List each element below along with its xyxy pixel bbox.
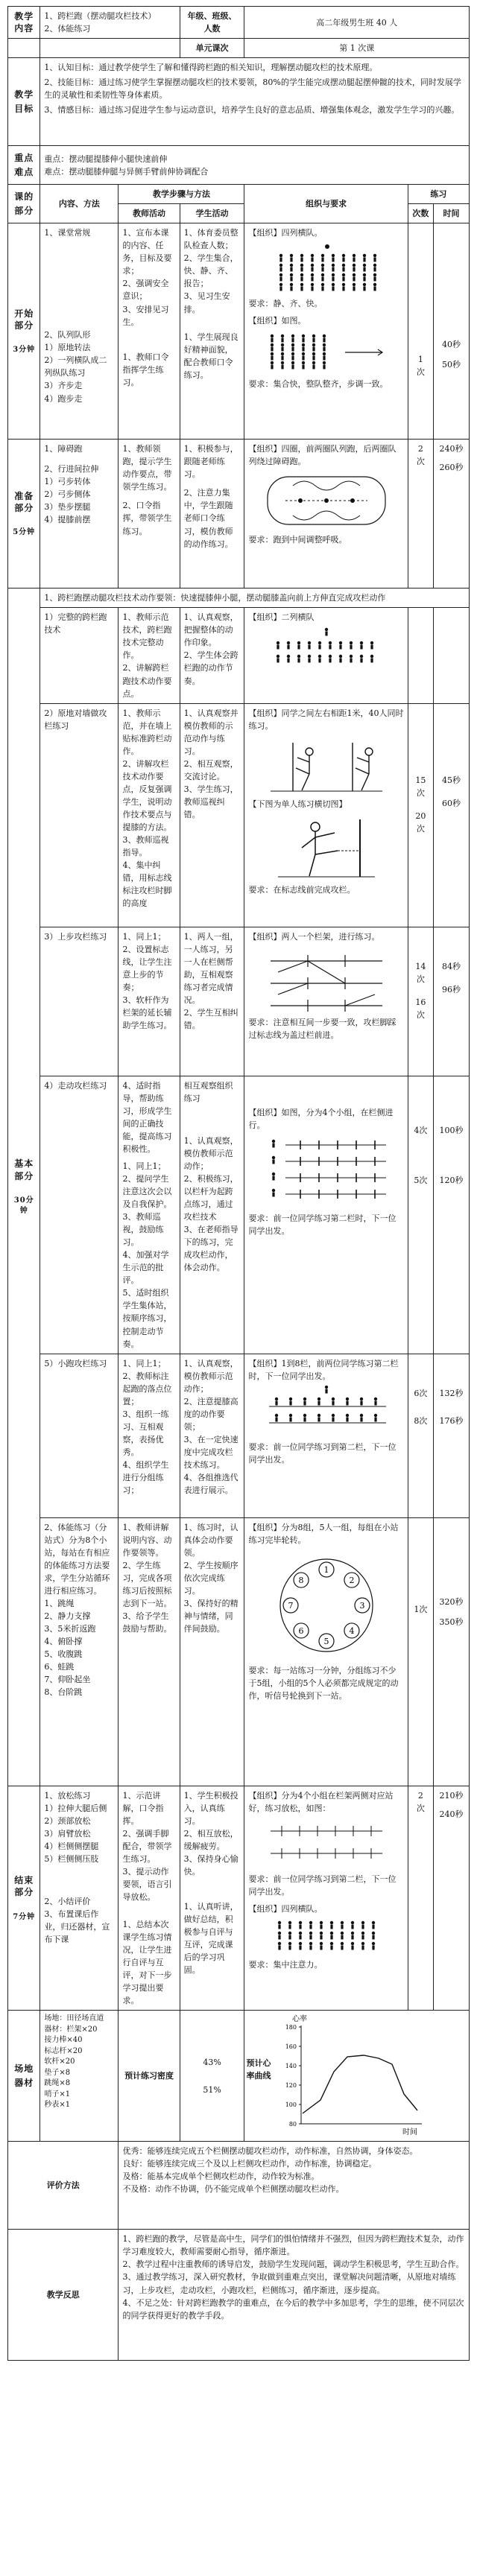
student-step: 1、认真观察并模仿教师的示范动作与练习。 [183,708,238,756]
teacher-step: 1、教师领跑，提示学生动作要点，带领学生练习。 [122,444,172,492]
end-rows-figure [263,1918,390,1955]
teacher-step: 3、组织一练习、互相观察，表扬优秀。 [122,1409,169,1457]
content-line: 2、行进间拉伸 [44,464,99,475]
times-value: 5次 [414,1175,428,1185]
org-req: 要求：每一站练习一分钟，分组练习不少于5组，小组的5个人必须都完成规定的动作，听信号轮换到下一站。 [248,1665,399,1701]
times-value: 次 [416,457,425,467]
teacher-step: 2、强调安全意识； [122,279,169,302]
student-step: 3、见习生安排。 [183,291,230,314]
content-line: 4）提膝前摆 [44,515,91,525]
duration-value: 210秒 [439,1790,464,1801]
hr-label: 预计心率曲线 [246,2058,271,2081]
unit-value: 第 1 次课 [244,39,470,58]
key-point: 重点：摆动腿提膝伸小腿快速前伸 [44,153,168,164]
times-value: 20次 [415,810,426,834]
content-line: 2、体能练习 [44,24,91,34]
station-item: 6、蛙跳 [44,1662,75,1672]
content-line: 2）原地对墙做攻栏练习 [40,703,119,927]
duration-value: 132秒 [439,1388,464,1398]
station-item: 4、俯卧撑 [44,1637,83,1647]
content-line: 2、体能练习（分站式）分为8个小站，每站在有相应的体能练习方法要求，学生分站循环进行相应练习。 [44,1522,110,1596]
label-unit: 单元课次 [180,39,244,58]
jog-drill-figure [263,1386,390,1438]
duration-value: 260秒 [439,463,464,473]
label-evaluation: 评价方法 [8,2142,119,2230]
head-practice: 练习 [408,185,469,204]
org-req: 要求：跑到中间调整呼吸。 [248,535,347,545]
content-line: 1、障碍跑 [44,444,83,454]
reflection-item: 2、教学过程中注重教师的诱导启发，鼓励学生发现问题，调动学生积极思考，学生互助合作。 [122,2259,464,2270]
station-circle-figure [263,1549,390,1661]
org-req: 要求：集中注意力。 [248,1959,323,1970]
content-line: 4）跑步走 [44,393,83,404]
content-line: 2、队列队形 [44,330,91,340]
student-step: 2、学生体会跨栏跑的动作节奏。 [183,650,238,686]
times-value: 15次 [415,775,426,798]
head-part: 课的部分 [8,185,40,223]
reflection-item: 4、不足之处：针对跨栏跑教学的重难点，在今后的教学中多加思考，学生的思维，使不同层次的同学获得更好的教学手段。 [122,2297,464,2320]
teacher-step: 3、安排见习生。 [122,304,169,327]
relax-figure [263,1818,390,1870]
org-title: 【组织】四圈，前两圈队列跑，后两圈队列绕过障碍跑。 [248,444,397,467]
teacher-step: 4、加强对学生示范的批评。 [122,1250,169,1286]
hr-tick-label: 180 [285,2024,297,2031]
student-step: 1、认真听讲，做好总结，积极参与自评与互评，完成课后的学习巩固。 [183,1901,238,1976]
hr-x-label: 时间 [402,2128,418,2137]
station-item: 5、收腹跳 [44,1649,83,1660]
duration-value: 320秒 [439,1596,464,1607]
label-reflection: 教学反思 [8,2230,119,2361]
org-title: 【组织】分为8组，5人一组，每组在小站练习完毕轮转。 [248,1522,399,1545]
teacher-step: 1、同上1； [122,931,166,942]
content-line: 3）上步攻栏练习 [40,927,119,1076]
objective-item: 3、情感目标：通过练习促进学生参与运动意识，培养学生良好的意志品质、增强集体观念，激发学生学习的兴趣。 [44,105,460,115]
content-line: 5）栏侧侧压肢 [44,1853,99,1864]
org-title: 【组织】四列横队。 [248,228,323,238]
venue-line: 跳绳×8 [44,2079,71,2088]
student-step: 4、各组推选代表进行展示。 [183,1473,238,1496]
label-grade: 年级、班级、人数 [180,7,244,39]
label-objectives: 教学目标 [8,58,40,146]
content-line: 4）走动攻栏练习 [40,1076,119,1354]
venue-line: 标志杆×20 [44,2046,83,2055]
duration-value: 176秒 [439,1415,464,1426]
station-item: 7、仰卧起坐 [44,1675,91,1685]
evaluation-line: 优秀：能够连续完成五个栏侧摆动腿攻栏动作，动作标准，自然协调，身体姿态。 [122,2146,418,2157]
hr-tick-label: 100 [285,2101,297,2109]
evaluation-line: 及格：能基本完成单个栏侧攻栏动作，动作较为标准。 [122,2171,320,2182]
content-line: 2）弓步侧体 [44,489,91,500]
venue-line: 哨子×1 [44,2090,71,2098]
grade-value: 高二年级男生班 40 人 [244,7,470,39]
org-title: 【组织】同学之间左右相距1米，40人同时练习。 [248,708,404,731]
content-line: 4）栏侧侧摆腿 [44,1841,99,1851]
basic-intro: 1、跨栏跑摆动腿攻栏技术动作要领：快速提膝伸小腿，摆动腿膝盖向前上方伸直完成攻栏动作 [40,589,470,608]
station-item: 2、静力支撑 [44,1611,91,1621]
station-item: 3、5米折返跑 [44,1623,96,1634]
key-point: 难点：摆动腿膝伸腿与异侧手臂前伸协调配合 [44,166,209,177]
teacher-step: 2、口令指挥，带领学生练习。 [122,501,172,536]
content-line: 3）垫步摆腿 [44,502,91,513]
org-req: 要求：集合快，整队整齐，步调一致。 [248,379,388,390]
teacher-step: 2、设置标志线，让学生注意上步的节奏； [122,944,172,992]
duration-value: 100秒 [439,1125,464,1135]
student-step: 1、两人一组，一人练习，另一人在栏侧帮助，互相观察练习者完成情况。 [183,931,238,1005]
teacher-step: 3、教师巡视指导。 [122,835,169,858]
svg-text:5: 5 [323,1636,329,1646]
student-step: 2、相互放松，缓解疲劳。 [183,1828,238,1851]
station-item: 8、台阶跳 [44,1687,83,1698]
times-value: 2 [417,1790,423,1801]
org-req: 要求：前一位同学练习到第二栏，下一位同学出发。 [248,1874,397,1897]
teacher-step: 3、给予学生鼓励与帮助。 [122,1611,172,1634]
teacher-step: 5、适时组织学生集体站，按顺序练习，控制走动节奏。 [122,1288,172,1349]
svg-text:2: 2 [349,1575,355,1585]
duration-value: 45秒 [441,775,461,785]
org-title: 【组织】1到8栏，前两位同学练习第二栏时，下一位同学出发。 [248,1358,399,1381]
content-line: 2）颈部放松 [44,1815,91,1826]
content-line: 1）完整的跨栏跑技术 [40,608,119,703]
evaluation-line: 不及格：动作不协调，仍不能完成单个栏侧摆动腿攻栏动作。 [122,2184,344,2195]
two-rows-figure [263,626,390,671]
duration-value: 240秒 [439,1809,464,1819]
student-step: 3、保持身心愉快。 [183,1853,238,1877]
content-line: 3）齐步走 [44,381,83,391]
teacher-step: 1、教师示范技术，跨栏跑技术完整动作。 [122,612,172,661]
teacher-step: 4、适时指导，帮助练习，形成学生间的正确技能，提高练习积极性。 [122,1080,172,1154]
teacher-step: 2、提问学生注意这次会以及自我保护。 [122,1173,172,1210]
student-step: 1、认真观察，模仿教师示范动作； [183,1358,238,1394]
head-duration: 时间 [433,204,469,223]
times-value: 16次 [415,997,426,1020]
times-value: 1 [417,355,423,365]
student-step: 3、保持好的精神与情绪，同伴间鼓励。 [183,1598,238,1634]
hr-tick-label: 140 [285,2063,297,2070]
teacher-step: 2、讲解攻栏技术动作要点，反复强调学生，说明动作技术要点与提膝的方法。 [122,758,172,833]
head-steps: 教学步骤与方法 [119,185,244,204]
times-value: 6次 [414,1388,428,1398]
student-step: 1、学生展现良好精神面貌，配合教师口令练习。 [183,331,238,380]
venue-line: 器材：栏架×20 [44,2025,98,2034]
venue-line: 场地：田径场直道 [44,2014,104,2023]
org-req: 要求：在标志线前完成攻栏。 [248,884,356,895]
student-step: 1、积极参与，跟随老师练习。 [183,444,238,480]
head-content: 内容、方法 [40,185,119,223]
label-content: 教学内容 [8,7,40,39]
student-step: 1、练习时，认真体会动作要领。 [183,1522,238,1558]
section-basic-label: 基本部分 30分钟 [8,589,40,1786]
hr-chart [276,2012,425,2137]
density-value: 43% [203,2057,221,2067]
head-org: 组织与要求 [244,185,408,223]
teacher-step: 2、学生练习，完成各项练习后按照标志到下一站。 [122,1560,172,1608]
duration-value: 84秒 [441,961,461,971]
times-value: 次 [416,367,425,378]
content-line: 1）原地转法 [44,343,91,353]
lesson-plan-table [7,6,470,2361]
content-line: 2）一列横队成二列纵队练习 [44,355,107,378]
teacher-step: 1、同上1； [122,1358,166,1368]
step-drill-figure [263,946,390,1013]
formation-four-rows [263,242,390,294]
hr-tick-label: 120 [285,2082,297,2090]
wall-drill-figure [263,735,390,795]
org-title: 【组织】如图，分为4个小组，在栏侧进行。 [248,1107,394,1130]
hr-curve [303,2055,417,2113]
teacher-step: 3、软杆作为栏架的延长辅助学生练习。 [122,994,172,1030]
student-step: 2、注意提膝高度的动作要领； [183,1396,238,1432]
teacher-step: 1、教师示范，并在墙上贴标准跨栏动作。 [122,708,172,756]
times-value: 1次 [414,1604,428,1614]
content-line: 3）肩臂放松 [44,1828,91,1839]
org-title: 【组织】四列横队。 [248,1903,323,1914]
section-prep-label: 准备部分 5分钟 [8,440,40,589]
head-teacher: 教师活动 [119,204,180,223]
teacher-step: 1、宣布本课的内容、任务，目标及要求； [122,228,172,276]
content-line: 1、跨栏跑（摆动腿攻栏技术） [44,11,157,21]
obstacle-run-figure [263,471,390,530]
teacher-step: 2、讲解跨栏跑技术动作要点。 [122,663,172,699]
times-value: 8次 [414,1415,428,1426]
duration-value: 350秒 [439,1617,464,1627]
content-line: 5）小跑攻栏练习 [40,1354,119,1517]
teacher-step: 1、示范讲解，口令指挥。 [122,1790,164,1826]
label-keypoints: 重点难点 [8,146,40,185]
student-step: 2、学生集合，快、静、齐、报告； [183,253,238,289]
student-step: 1、认真观察，把握整体的动作印象。 [183,612,238,648]
org-title: 【组织】二列横队 [248,612,315,623]
org-title: 【下图为单人练习横切图】 [248,799,347,809]
student-step: 相互观察组织练习 [183,1080,233,1103]
duration-value: 40秒 [441,340,461,350]
hr-tick-label: 160 [285,2043,297,2051]
reflection-item: 1、跨栏跑的教学，尽管是高中生，同学们的惧怕情绪并不强烈，但因为跨栏跑技术复杂，动作学习难度较大，教师需要耐心指导，循序渐进。 [122,2234,464,2257]
walking-drill-figure [263,1135,390,1209]
evaluation-line: 良好：能够连续完成三个及以上栏侧攻栏动作，动作标准，协调稳定。 [122,2159,377,2169]
teacher-step: 4、集中纠错，用标志线标注攻栏时脚的高度 [122,860,172,909]
student-step: 3、学生练习，教师巡视纠错。 [183,784,238,819]
lesson-plan [7,6,470,2361]
teacher-step: 1、教师口令指挥学生练习。 [122,352,169,387]
org-title: 【组织】分为4个小组在栏架两侧对应站好，练习放松，如图： [248,1790,394,1813]
hr-chart-title: 心率 [292,2015,308,2024]
org-title: 【组织】如图。 [248,316,306,326]
org-req: 要求：前一位同学练习到第二栏，下一位同学出发。 [248,1441,397,1465]
duration-value: 240秒 [439,444,464,454]
times-value: 次 [416,1803,425,1813]
teacher-step: 2、强调手脚配合，带领学生练习。 [122,1828,172,1864]
content-line: 1）拉伸大腿后侧 [44,1803,107,1813]
student-step: 1、体育委员整队检查人数； [183,228,238,251]
duration-value: 96秒 [441,984,461,994]
content-line: 1、放松练习 [44,1790,91,1801]
venue-line: 接力棒×40 [44,2036,83,2045]
student-step: 2、积极练习，以栏杆为起跨点练习，通过攻栏技术 [183,1173,238,1222]
side-view-figure [263,813,390,881]
teacher-step: 4、组织学生进行分组练习； [122,1459,169,1496]
student-step: 1、学生积极投入，认真练习。 [183,1790,238,1826]
org-title: 【组织】两人一个栏架，进行练习。 [248,931,380,942]
teacher-step: 3、提示动作要领，语言引导放松。 [122,1866,172,1902]
student-step: 2、相互观察，交流讨论。 [183,758,238,781]
section-start-label: 开始部分 3分钟 [8,223,40,440]
student-step: 2、学生互相纠错。 [183,1007,238,1030]
svg-text:6: 6 [298,1625,304,1636]
hr-tick-label: 80 [289,2121,297,2128]
section-end-label: 结束部分 7分钟 [8,1786,40,2011]
objective-item: 1、认知目标：通过教学使学生了解和懂得跨栏跑的相关知识，理解摆动腿攻栏的技术原理。 [44,63,378,73]
station-item: 1、跳绳 [44,1598,75,1608]
venue-line: 软杆×20 [44,2058,75,2066]
svg-text:1: 1 [323,1564,329,1575]
label-venue: 场地器材 [8,2011,40,2142]
teacher-step: 1、总结本次课学生练习情况，让学生进行自评与互评，对下一步学习提出要求。 [122,1920,172,2006]
teacher-step: 1、教师讲解说明内容、动作要领等。 [122,1522,172,1558]
content-line: 3、布置课后作业，归还器材，宣布下课 [44,1909,110,1945]
org-req: 要求：静、齐、快。 [248,299,323,309]
venue-line: 垫子×8 [44,2068,71,2077]
teacher-step: 3、教师巡视，鼓励练习。 [122,1212,164,1248]
org-req: 要求：前一位同学练习第二栏时，下一位同学出发。 [248,1213,397,1236]
density-label: 预计练习密度 [119,2011,180,2142]
times-value: 14次 [415,961,426,984]
formation-column-figure [263,330,390,375]
student-step: 2、学生按顺序依次完成练习。 [183,1560,238,1596]
venue-line: 秒表×1 [44,2101,71,2110]
reflection-item: 3、通过教学练习，深入研究教材，争取做到重难点突出，课堂解决问题清晰，从原地对墙练习，上步攻栏，走动攻栏，小跑攻栏，栏侧练习，循序渐进，逐步提高。 [122,2272,456,2295]
teacher-step: 1、同上1； [122,1161,166,1171]
duration-value: 60秒 [441,798,461,808]
content-line: 1）弓步转体 [44,477,91,487]
svg-text:7: 7 [288,1600,294,1611]
svg-text:4: 4 [349,1625,355,1636]
times-value: 4次 [414,1125,428,1135]
student-step: 3、在老师指导下的练习，完成攻栏动作，体会动作。 [183,1225,238,1273]
svg-text:8: 8 [298,1575,304,1585]
student-step: 1、认真观察，模仿教师示范动作； [183,1135,238,1171]
times-value: 2 [417,444,423,454]
head-times: 次数 [408,204,433,223]
duration-value: 50秒 [441,360,461,370]
student-step: 3、在一定快速度中完成攻栏技术练习。 [183,1434,238,1470]
teacher-step: 2、教师标注起跑的落点位置； [122,1371,172,1406]
svg-text:3: 3 [359,1600,365,1611]
duration-value: 120秒 [439,1175,464,1185]
student-step: 2、注意力集中，学生跟随老师口令练习，模仿教师的动作练习。 [183,488,233,549]
content-line: 1、课堂常规 [44,228,91,238]
objective-item: 2、技能目标：通过练习使学生掌握摆动腿攻栏的技术要领，80%的学生能完成摆动腿起摆伸髋的技术，同时发展学生的灵敏性和柔韧性等身体素质。 [44,77,461,101]
head-student: 学生活动 [180,204,244,223]
org-req: 要求：注意相互间一步要一致，攻栏脚踩过标志线为盖过栏前进。 [248,1017,397,1040]
content-line: 2、小结评价 [44,1896,91,1906]
density-value: 51% [203,2084,221,2095]
